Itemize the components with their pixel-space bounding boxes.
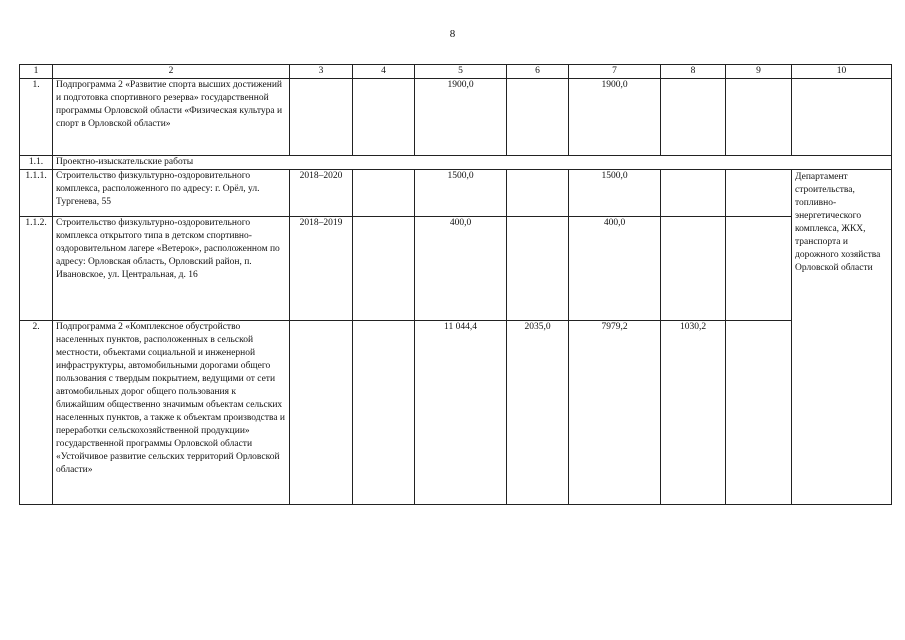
row-col8 <box>661 79 726 156</box>
page-number: 8 <box>449 28 456 40</box>
header-cell: 8 <box>661 65 726 79</box>
row-col6 <box>507 170 569 217</box>
header-cell: 1 <box>20 65 53 79</box>
row-col5: 1900,0 <box>415 79 507 156</box>
table-row <box>20 170 892 217</box>
header-cell: 9 <box>726 65 792 79</box>
row-number: 2. <box>20 321 53 505</box>
row-col9 <box>726 217 792 321</box>
row-years <box>290 321 353 505</box>
row-col5: 1500,0 <box>415 170 507 217</box>
table-row <box>20 156 892 170</box>
row-number: 1.1. <box>20 156 53 170</box>
row-name: Подпрограмма 2 «Развитие спорта высших достижений и подготовка спортивного резерва» государственной программы Орловской области «Физическая культура и спорт в Орловской области» <box>53 79 290 156</box>
responsible-department: Департамент строительства, топливно-энергетического комплекса, ЖКХ, транспорта и дорожного хозяйства Орловской области <box>792 170 892 505</box>
row-years: 2018–2020 <box>290 170 353 217</box>
row-col4 <box>353 217 415 321</box>
row-name: Подпрограмма 2 «Комплексное обустройство населенных пунктов, расположенных в сельской местности, объектами социальной и инженерной инфраструктуры, автомобильными дорогами общего пользования с твердым покрытием, ведущими от сети автомобильных дорог общего пользования к ближайшим общественно значимым объектам сельских населенных пунктов, а также к объектам производства и переработки сельскохозяйственной продукции» государственной программы Орловской области «Устойчивое развитие сельских территорий Орловской области» <box>53 321 290 505</box>
row-col6: 2035,0 <box>507 321 569 505</box>
row-number: 1.1.2. <box>20 217 53 321</box>
header-cell: 3 <box>290 65 353 79</box>
row-years <box>290 79 353 156</box>
table-row <box>20 321 892 505</box>
row-col7: 400,0 <box>569 217 661 321</box>
table-row <box>20 79 892 156</box>
row-col6 <box>507 217 569 321</box>
row-col7: 7979,2 <box>569 321 661 505</box>
row-col4 <box>353 79 415 156</box>
header-cell: 4 <box>353 65 415 79</box>
row-col4 <box>353 170 415 217</box>
row-col9 <box>726 170 792 217</box>
row-col9 <box>726 79 792 156</box>
row-col8 <box>661 170 726 217</box>
row-name: Строительство физкультурно-оздоровительного комплекса, расположенного по адресу: г. Орёл, ул. Тургенева, 55 <box>53 170 290 217</box>
header-cell: 5 <box>415 65 507 79</box>
row-col8 <box>661 217 726 321</box>
row-col5: 400,0 <box>415 217 507 321</box>
program-table <box>19 64 892 505</box>
header-cell: 2 <box>53 65 290 79</box>
row-col4 <box>353 321 415 505</box>
header-cell: 10 <box>792 65 892 79</box>
table-row <box>20 217 892 321</box>
row-col10 <box>792 79 892 156</box>
row-col6 <box>507 79 569 156</box>
header-cell: 7 <box>569 65 661 79</box>
row-col8: 1030,2 <box>661 321 726 505</box>
row-col9 <box>726 321 792 505</box>
row-col7: 1900,0 <box>569 79 661 156</box>
row-col5: 11 044,4 <box>415 321 507 505</box>
row-name: Строительство физкультурно-оздоровительного комплекса открытого типа в детском спортивно-оздоровительном лагере «Ветерок», расположенном по адресу: Орловская область, Орловский район, п. Ивановское, ул. Центральная, д. 16 <box>53 217 290 321</box>
row-number: 1. <box>20 79 53 156</box>
header-row <box>20 65 892 79</box>
row-name: Проектно-изыскательские работы <box>53 156 892 170</box>
header-cell: 6 <box>507 65 569 79</box>
row-number: 1.1.1. <box>20 170 53 217</box>
row-years: 2018–2019 <box>290 217 353 321</box>
row-col7: 1500,0 <box>569 170 661 217</box>
